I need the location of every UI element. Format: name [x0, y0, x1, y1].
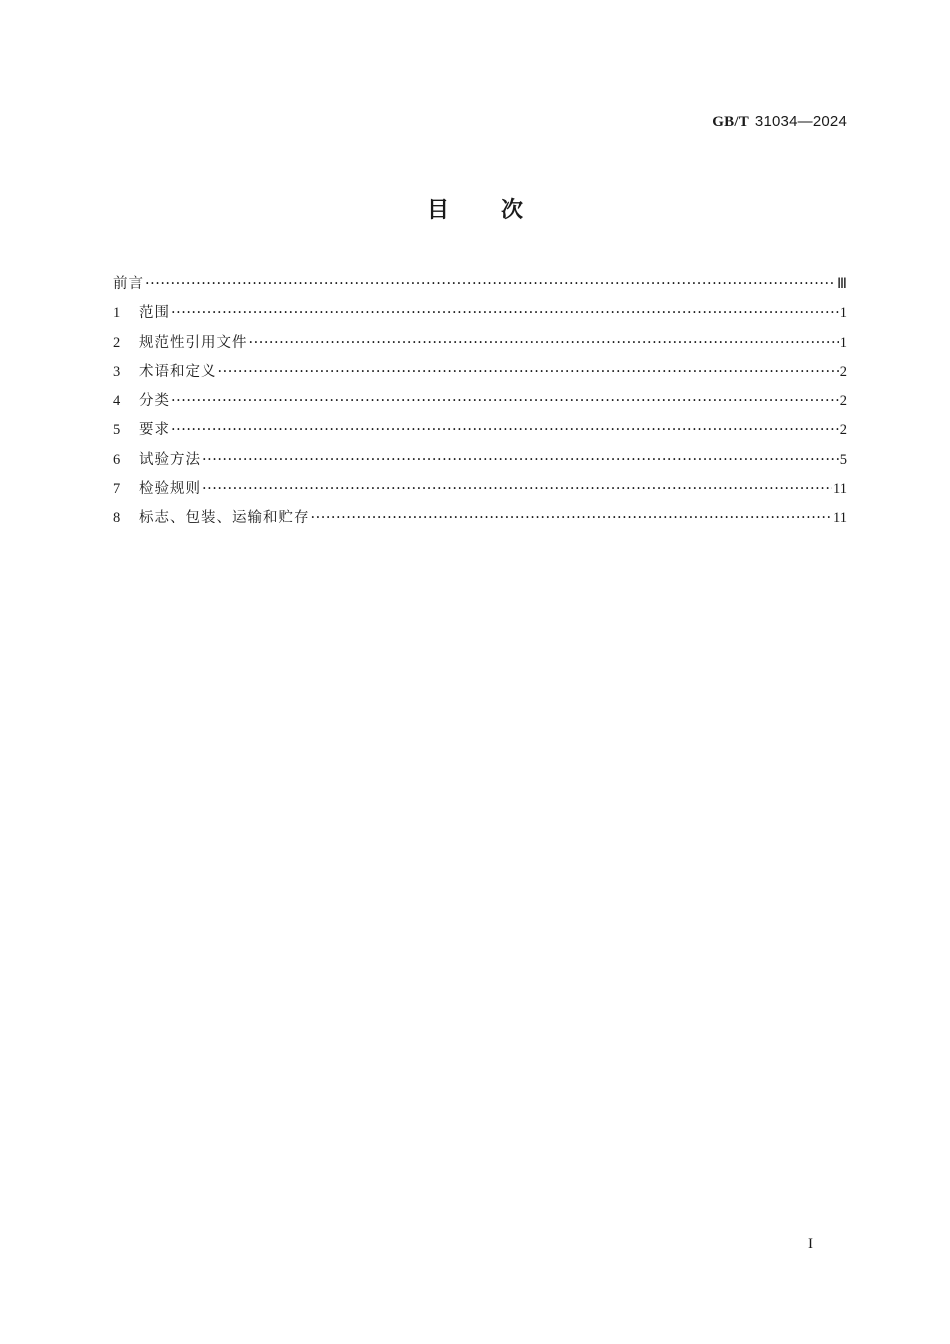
toc-entry-number: 6 [113, 451, 121, 468]
toc-entry-number: 2 [113, 334, 121, 351]
toc-entry-number: 8 [113, 510, 121, 527]
toc-entry-page: 1 [839, 334, 847, 351]
toc-entry-label: 分类 [139, 393, 170, 410]
toc-entry-number: 5 [113, 422, 121, 439]
toc-entry-page: 2 [839, 422, 847, 439]
toc-entry-number: 1 [113, 305, 121, 322]
toc-entry-foreword[interactable] [113, 270, 847, 299]
toc-entry-label: 检验规则 [139, 481, 201, 498]
toc-entry-page: 11 [833, 510, 847, 527]
toc-entry-normative-references[interactable] [113, 329, 847, 358]
toc-leader-dots [202, 475, 832, 504]
toc-entry-inspection-rules[interactable] [113, 475, 847, 504]
toc-leader-dots [171, 387, 839, 416]
page-title [0, 193, 950, 224]
toc-leader-dots [311, 504, 833, 533]
standard-code [712, 112, 847, 131]
standard-prefix: GB/T [712, 114, 749, 130]
toc-leader-dots [202, 446, 839, 475]
toc-leader-dots [218, 358, 839, 387]
toc-entry-page: 11 [833, 481, 847, 498]
toc-entry-classification[interactable] [113, 387, 847, 416]
toc-entry-number: 3 [113, 363, 121, 380]
title-char-1: 目 [426, 198, 449, 223]
toc-entry-label: 术语和定义 [139, 363, 217, 380]
toc-entry-requirements[interactable] [113, 416, 847, 445]
toc-leader-dots [171, 416, 839, 445]
toc-entry-page: 1 [839, 305, 847, 322]
title-char-2: 次 [501, 198, 524, 223]
toc-entry-marking-packaging[interactable] [113, 504, 847, 533]
toc-entry-terms-definitions[interactable] [113, 358, 847, 387]
toc-entry-page: Ⅲ [837, 276, 847, 292]
toc-entry-number: 4 [113, 393, 121, 410]
toc-entry-label: 前言 [113, 276, 144, 292]
toc-leader-dots [249, 329, 839, 358]
toc-entry-page: 2 [839, 393, 847, 410]
toc-entry-label: 标志、包装、运输和贮存 [139, 510, 310, 527]
standard-number: 31034—2024 [754, 113, 847, 130]
toc-leader-dots [145, 270, 836, 299]
toc-entry-label: 范围 [139, 305, 170, 322]
toc-entry-scope[interactable] [113, 299, 847, 328]
toc-entry-test-methods[interactable] [113, 446, 847, 475]
toc-entry-number: 7 [113, 481, 121, 498]
page-number: I [808, 1236, 813, 1252]
toc-entry-page: 5 [839, 451, 847, 468]
toc-entry-label: 试验方法 [139, 451, 201, 468]
toc-entry-label: 要求 [139, 422, 170, 439]
toc-entry-page: 2 [839, 363, 847, 380]
toc-leader-dots [171, 299, 839, 328]
table-of-contents [113, 270, 847, 534]
toc-entry-label: 规范性引用文件 [139, 334, 248, 351]
